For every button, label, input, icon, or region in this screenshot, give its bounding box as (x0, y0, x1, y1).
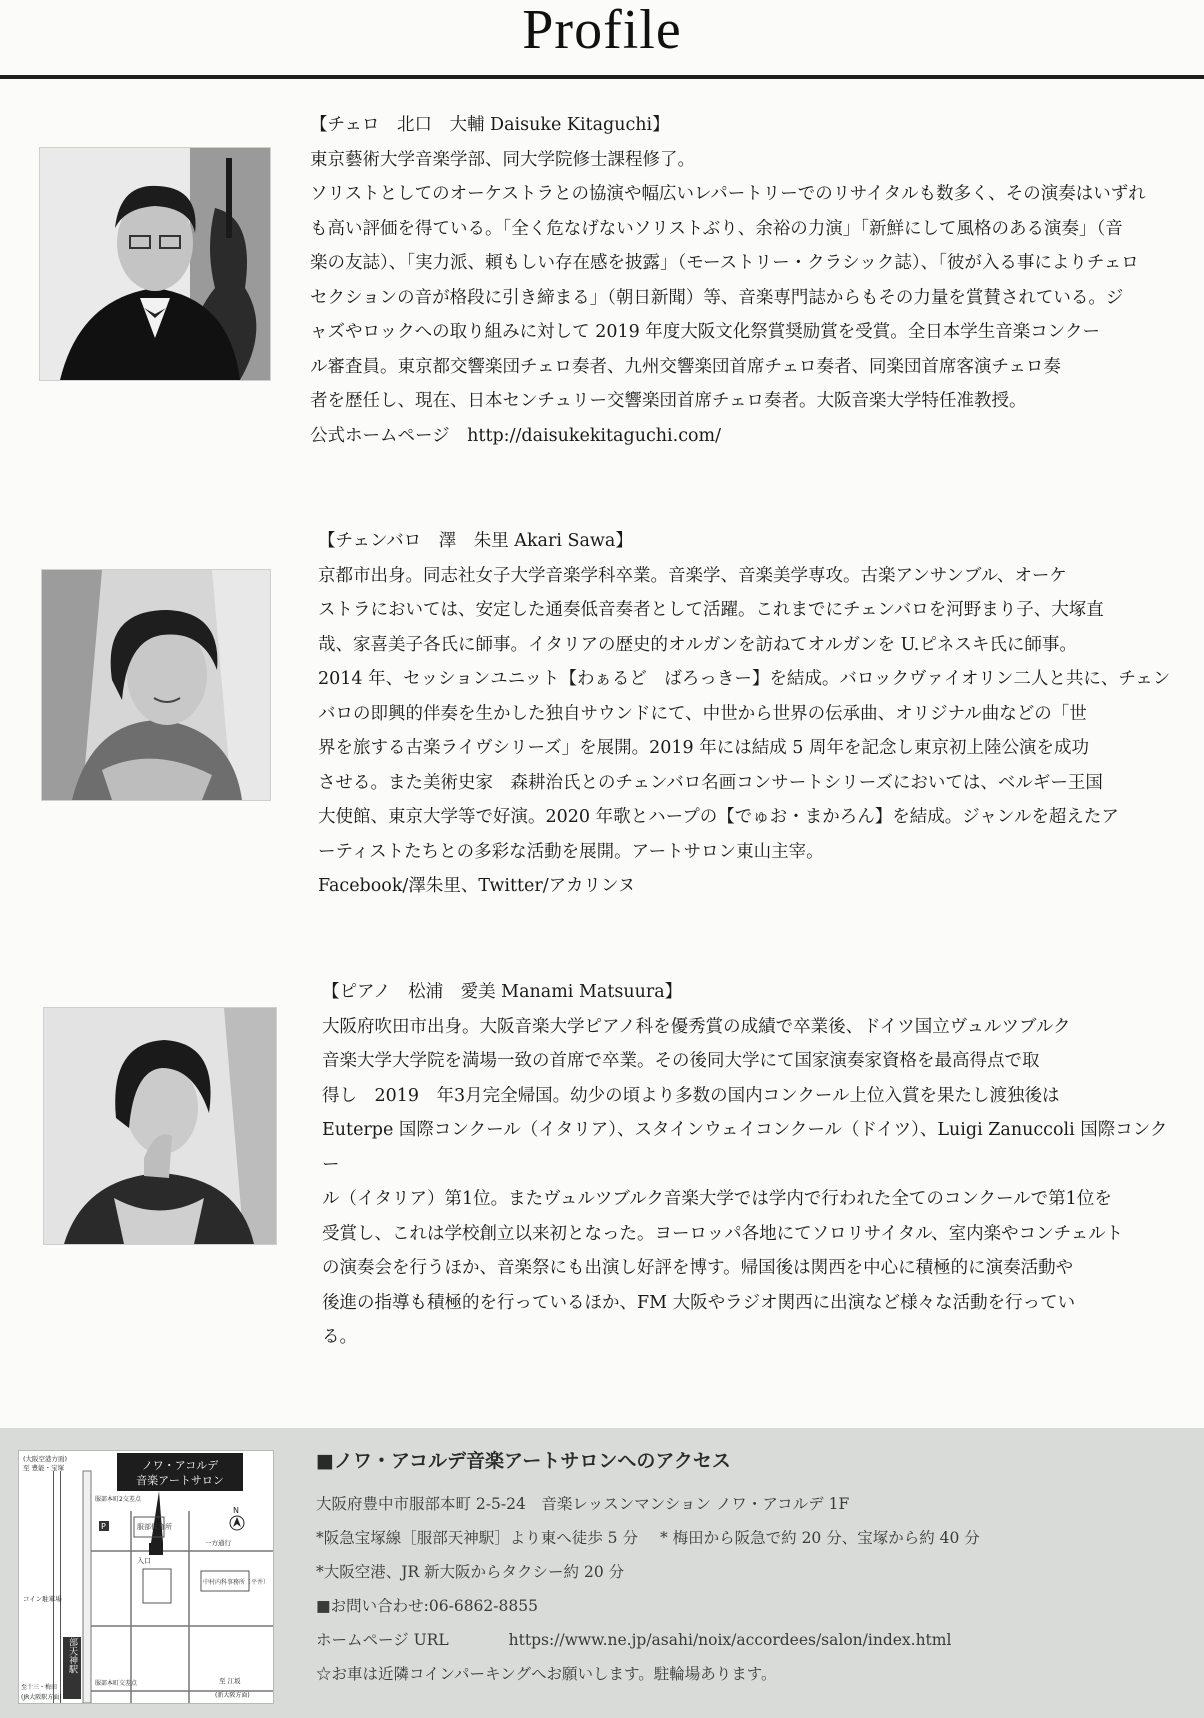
social-links: Facebook/澤朱里、Twitter/アカリンヌ (318, 876, 636, 896)
map-airport-label: (大阪空港方面) (23, 1455, 68, 1463)
bio-line: 京都市出身。同志社女子大学音楽学科卒業。音楽学、音楽美学専攻。古楽アンサンブル、オーケ (318, 565, 1067, 586)
map-nakamura-label: 中村内科事務所（平井） (203, 1579, 270, 1586)
map-station-label: 服部天神駅 (67, 1628, 77, 1674)
bio-line: 哉、家喜美子各氏に師事。イタリアの歴史的オルガンを訪ねてオルガンを U.ピネスキ氏に師事。 (318, 634, 1077, 655)
map-coin-label: コイン駐車場 (23, 1595, 62, 1603)
access-contact: ■お問い合わせ:06-6862-8855 (316, 1597, 538, 1615)
access-train (316, 1521, 1176, 1555)
bio-line: Euterpe 国際コンクール（イタリア）、スタインウェイコンクール（ドイツ）、Luigi Zanuccoli 国際コンクー (322, 1120, 1168, 1175)
parking-icon: P (101, 1522, 106, 1531)
map-venue-label-2: 音楽アートサロン (136, 1474, 224, 1487)
access-title: ■ノワ・アコルデ音楽アートサロンへのアクセス (316, 1450, 731, 1472)
bio-line: 得し 2019 年3月完全帰国。幼少の頃より多数の国内コンクール上位入賞を果たし渡独後は (322, 1085, 1060, 1106)
cellist-bio (310, 108, 1172, 453)
bio-line: 2014 年、セッションユニット【わぁるど ばろっきー】を結成。バロックヴァイオリン二人と共に、チェン (318, 669, 1171, 689)
bio-line: 界を旅する古楽ライヴシリーズ」を展開。2019 年には結成 5 周年を記念し東京初上陸公演を成功 (318, 738, 1089, 758)
harpsichordist-bio (318, 524, 1174, 904)
access-train-walk: *阪急宝塚線［服部天神駅］より東へ徒歩 5 分 (316, 1529, 638, 1547)
bio-line: バロの即興的伴奏を生かした独自サウンドにて、中世から世界の伝承曲、オリジナル曲などの「世 (318, 703, 1087, 724)
bio-line: 音楽大学大学院を満場一致の首席で卒業。その後同大学にて国家演奏家資格を最高得点で取 (322, 1051, 1040, 1071)
map-jr-label: (JR大阪駅方面) (21, 1694, 62, 1701)
pianist-photo (44, 1008, 276, 1244)
cellist-heading: 【チェロ 北口 大輔 Daisuke Kitaguchi】 (310, 115, 670, 135)
homepage-url-link[interactable]: https://www.ne.jp/asahi/noix/accordees/salon/index.html (508, 1631, 952, 1649)
harpsichordist-photo (42, 570, 270, 800)
access-train-time: * 梅田から阪急で約 20 分、宝塚から約 40 分 (659, 1529, 980, 1547)
bio-line: ストラにおいては、安定した通奏低音奏者として活躍。これまでにチェンバロを河野まり子、大塚直 (318, 600, 1104, 620)
harpsichordist-heading: 【チェンバロ 澤 朱里 Akari Sawa】 (318, 531, 633, 551)
bio-line: ル（イタリア）第1位。またヴュルツブルク音楽大学では学内で行われた全てのコンクールで第1位を (322, 1189, 1112, 1209)
map-intersection-2: 服部本町交差点 (95, 1680, 138, 1687)
pianist-heading: 【ピアノ 松浦 愛美 Manami Matsuura】 (322, 982, 683, 1002)
bio-line: 受賞し、これは学校創立以来初となった。ヨーロッパ各地にてソロリサイタル、室内楽やコンチェルト (322, 1223, 1124, 1244)
bio-line: の演奏会を行うほか、音楽祭にも出演し好評を博す。帰国後は関西を中心に積極的に演奏活動や (322, 1258, 1074, 1278)
bio-line: 大使館、東京大学等で好演。2020 年歌とハープの【でゅお・まかろん】を結成。ジャンルを超えたア (318, 807, 1119, 827)
bio-line: 楽の友誌）、「実力派、頼もしい存在感を披露」（モーストリー・クラシック誌）、「彼が入る事によりチェロ (310, 253, 1139, 273)
access-info (316, 1446, 1176, 1691)
access-parking: ☆お車は近隣コインパーキングへお願いします。駐輪場あります。 (316, 1665, 777, 1683)
bio-line: も高い評価を得ている。「全く危なげないソリストぶり、余裕の力演」「新鮮にして風格のある演奏」（音 (310, 218, 1123, 239)
access-address: 大阪府豊中市服部本町 2-5-24 音楽レッスンマンション ノワ・アコルデ 1F (316, 1495, 850, 1513)
bio-line: る。 (322, 1327, 357, 1347)
bio-line: ソリストとしてのオーケストラとの協演や幅広いレパートリーでのリサイタルも数多く、その演奏はいずれ (310, 184, 1146, 204)
map-intersection-1: 服部本町2交差点 (95, 1496, 141, 1503)
map-oneway-label: 一方通行 (205, 1539, 231, 1547)
cellist-photo (40, 148, 270, 380)
map-esaka-label: 至 江坂 (219, 1677, 241, 1685)
north-icon: N (233, 1506, 239, 1515)
map-entrance-label: 入口 (137, 1557, 151, 1565)
bio-line: ャズやロックへの取り組みに対して 2019 年度大阪文化祭賞奨励賞を受賞。全日本学生音楽コンクー (310, 322, 1100, 342)
access-map (18, 1450, 274, 1704)
bio-line: 東京藝術大学音楽学部、同大学院修士課程修了。 (310, 149, 695, 170)
pianist-bio (322, 975, 1174, 1355)
access-homepage (316, 1623, 1176, 1657)
homepage-link[interactable]: 公式ホームページ http://daisukekitaguchi.com/ (310, 425, 722, 446)
access-footer (0, 1428, 1204, 1718)
map-hoikuen-label: 服部保育所 (137, 1523, 172, 1531)
bio-line: ル審査員。東京都交響楽団チェロ奏者、九州交響楽団首席チェロ奏者、同楽団首席客演チェロ奏 (310, 356, 1061, 377)
bio-line: ーティストたちとの多彩な活動を展開。アートサロン東山主宰。 (318, 841, 824, 862)
map-venue-label-1: ノワ・アコルデ (141, 1459, 219, 1472)
map-shinosaka-label: (新大阪方面) (215, 1692, 250, 1699)
map-umeda-label: 至十三・梅田 (21, 1684, 58, 1691)
title-divider (0, 75, 1204, 79)
bio-line: 者を歴任し、現在、日本センチュリー交響楽団首席チェロ奏者。大阪音楽大学特任准教授。 (310, 391, 1027, 411)
bio-line: セクションの音が格段に引き締まる」（朝日新聞）等、音楽専門誌からもその力量を賞賛されている。ジ (310, 287, 1124, 308)
bio-line: 後進の指導も積極的を行っているほか、FM 大阪やラジオ関西に出演など様々な活動を行ってい (322, 1292, 1076, 1313)
access-taxi: *大阪空港、JR 新大阪からタクシー約 20 分 (316, 1563, 625, 1581)
bio-line: させる。また美術史家 森耕治氏とのチェンバロ名画コンサートシリーズにおいては、ベルギー王国 (318, 772, 1103, 793)
bio-line: 大阪府吹田市出身。大阪音楽大学ピアノ科を優秀賞の成績で卒業後、ドイツ国立ヴュルツブルク (322, 1016, 1071, 1037)
homepage-label: ホームページ URL (316, 1631, 449, 1649)
map-takarazuka-label: 至 豊能・宝塚 (23, 1464, 65, 1472)
page-title: Profile (522, 0, 682, 61)
